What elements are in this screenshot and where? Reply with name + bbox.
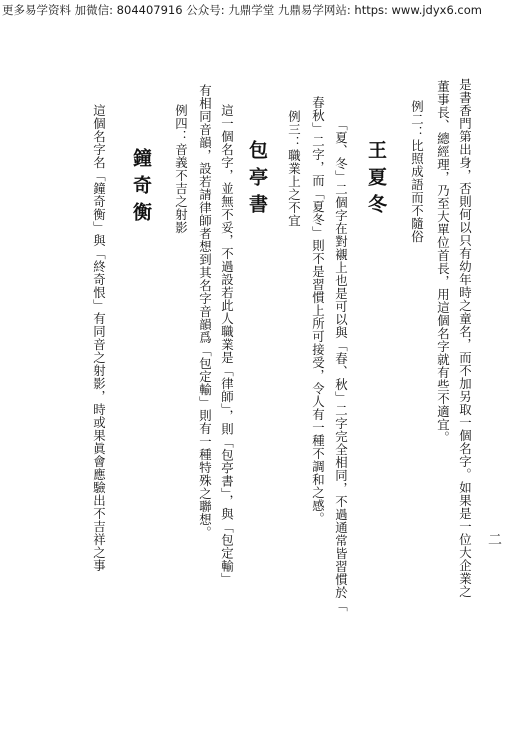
text-column-8: 有相同音韻，設若請律師者想到其名字音韻爲「包定輸」則有一種特殊之聯想。 (197, 84, 213, 539)
text-column-4: 「夏、冬」二個字在對襯上也是可以與「春、秋」二字完全相同，不過通常皆習慣於「 (333, 118, 349, 612)
example-heading-2: 例二：比照成語而不隨俗 (409, 100, 425, 243)
watermark-header: 更多易学资料 加微信: 804407916 公众号: 九鼎学堂 九鼎易学网站: https: www.jdyx6.com (2, 3, 482, 17)
page-number: 二 (486, 532, 502, 546)
text-column-2: 董事長、總經理，乃至大單位首長，用這個名字就有些不適宜。 (435, 80, 451, 444)
example-heading-4: 例四：音義不吉之射影 (173, 104, 189, 234)
text-column-5: 春秋」二字，而「夏冬」則不是習慣上所可接受，令人有一種不調和之感。 (310, 96, 326, 525)
example-heading-3: 例三：職業上之不宜 (286, 110, 302, 227)
text-column-10: 這個名字名「鐘奇衡」與「終奇恨」有同音之射影，時或果眞會應驗出不吉祥之事 (91, 104, 107, 572)
text-column-7: 這一個名字，並無不妥，不過設若此人職業是「律師」，則「包亭書」，與「包定輸」 (219, 104, 235, 586)
text-column-1: 是書香門第出身，否則何以只有幼年時之童名，而不加另取一個名字。如果是一位大企業之 (457, 78, 473, 598)
name-title-zhong-qi-heng: 鐘奇衡 (130, 148, 152, 229)
name-title-wang-xia-dong: 王夏冬 (365, 140, 387, 221)
name-title-bao-ting-shu: 包亭書 (246, 140, 268, 221)
